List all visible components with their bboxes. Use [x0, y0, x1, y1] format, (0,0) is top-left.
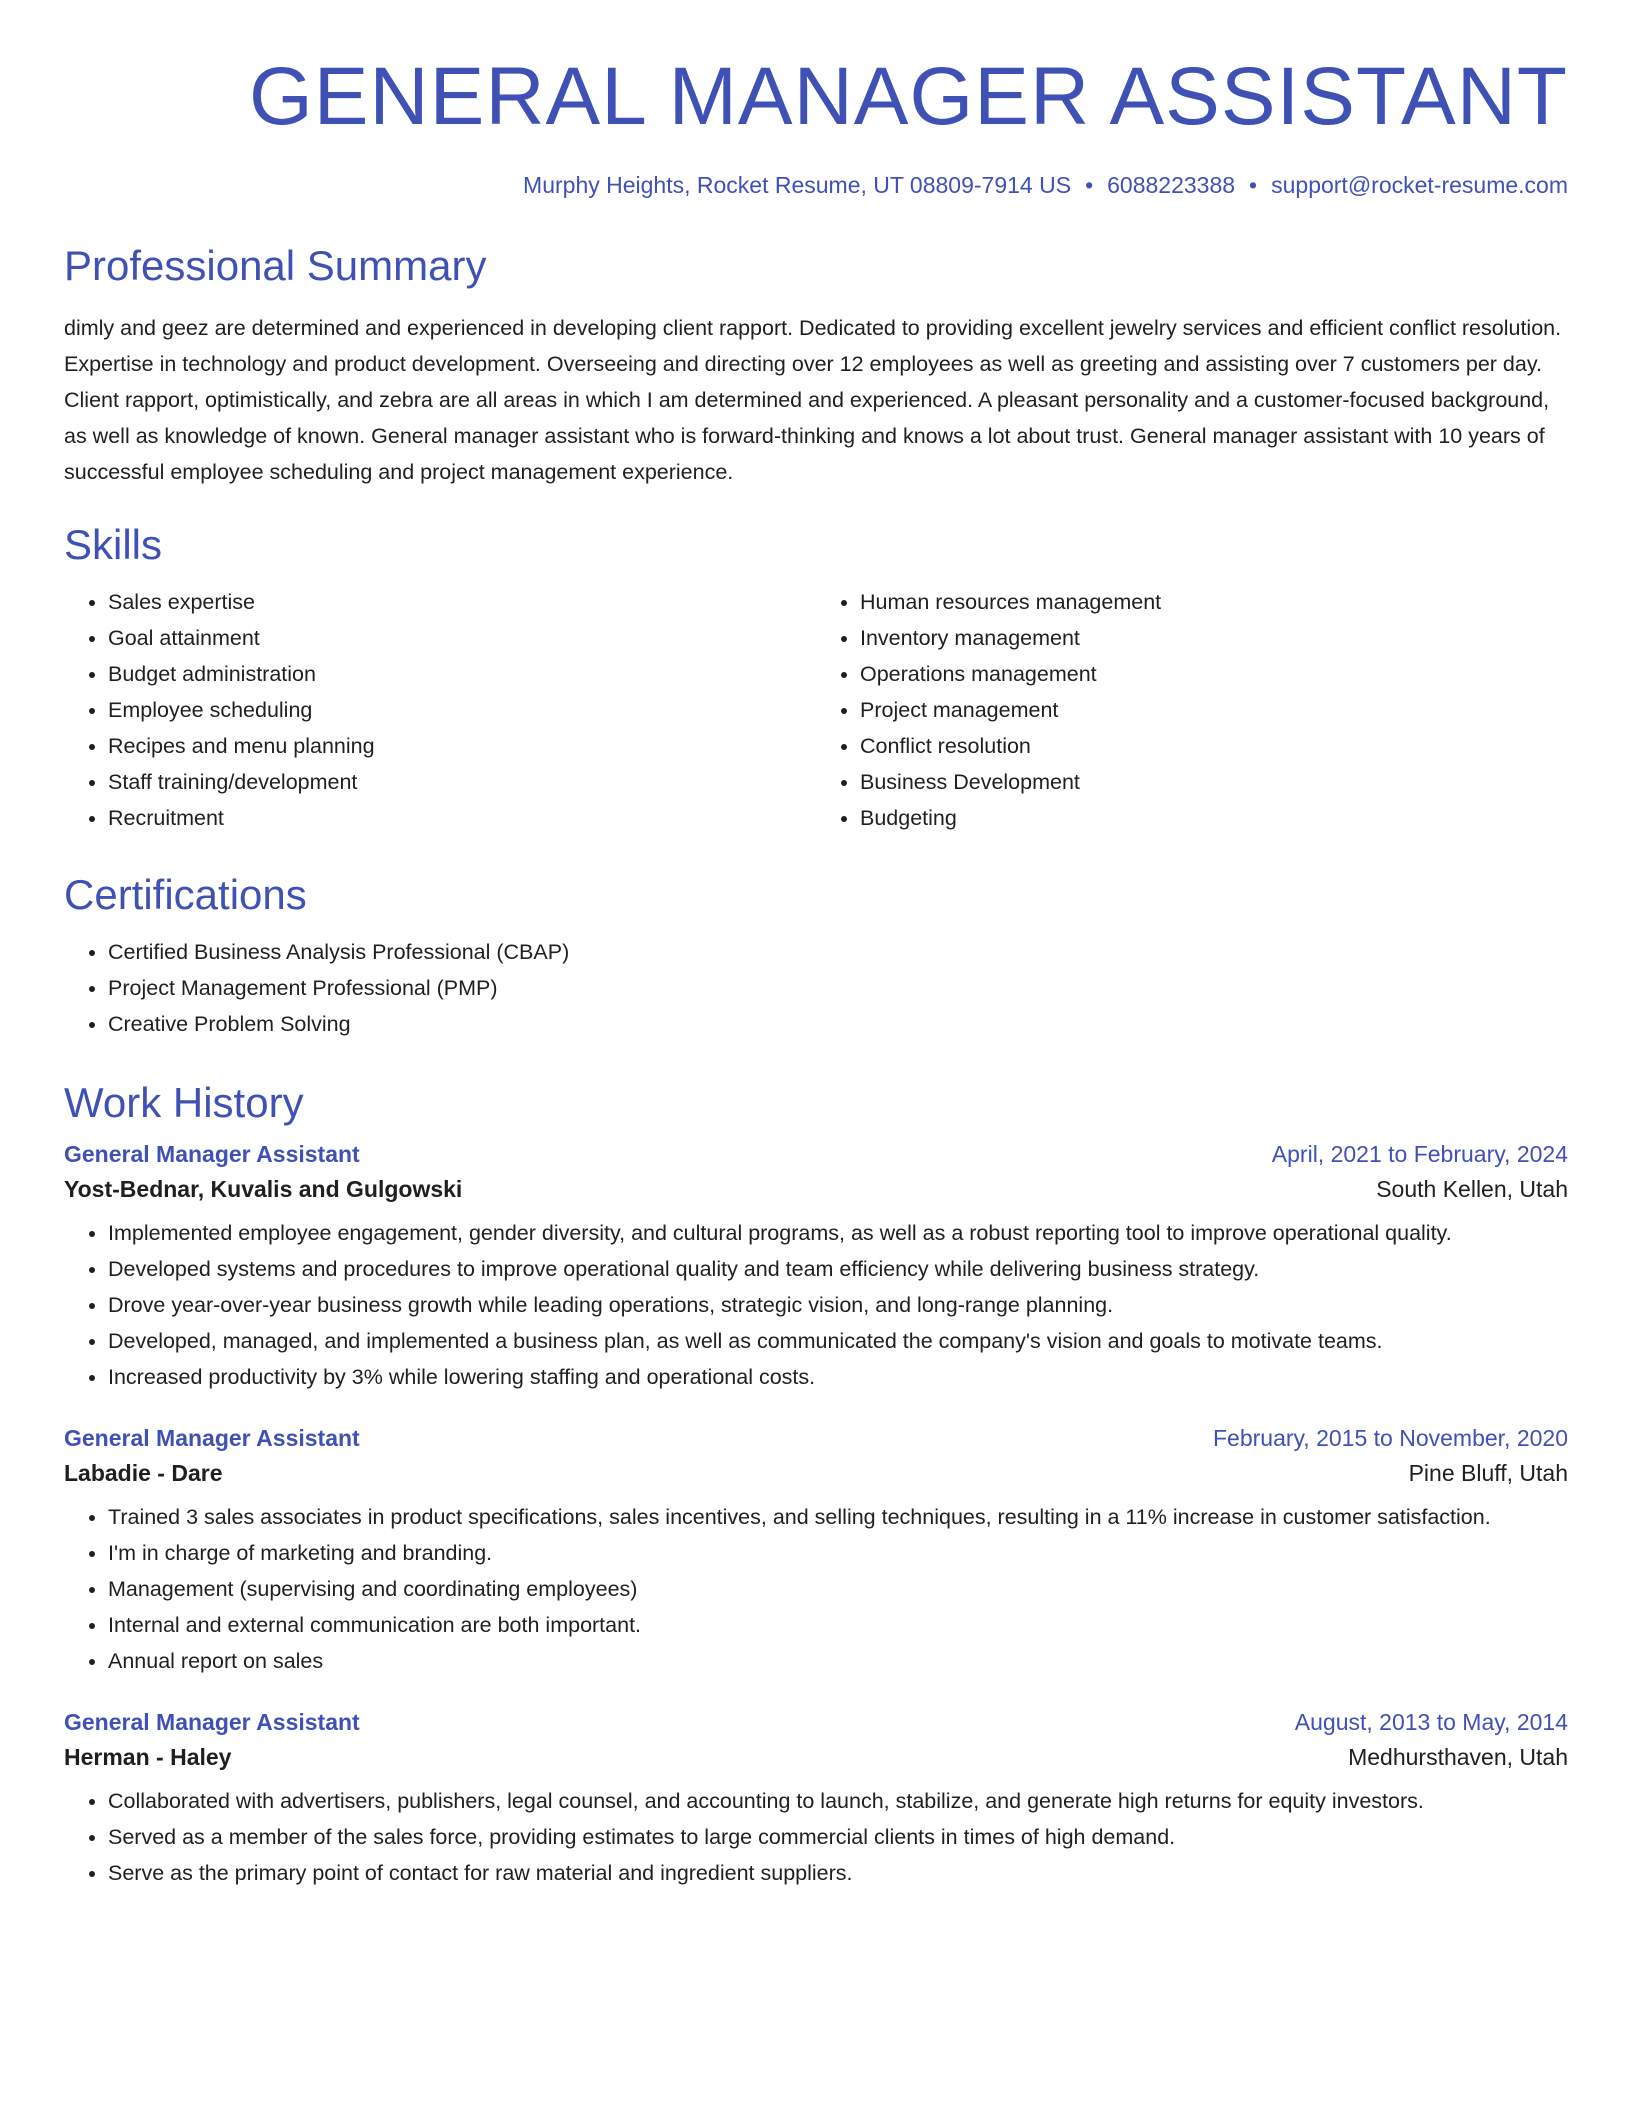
job-bullet: • Drove year-over-year business growth while leading operations, strategic vision, and long-range planning. [108, 1287, 1568, 1323]
contact-separator: • [1085, 172, 1094, 199]
job-bullets [64, 1499, 1568, 1679]
certifications-list [64, 934, 1568, 1042]
contact-line [64, 172, 1568, 199]
skills-section [64, 520, 1568, 836]
certifications-section [64, 870, 1568, 1042]
job-bullets [64, 1215, 1568, 1395]
job-dates: February, 2015 to November, 2020 [1212, 1424, 1568, 1451]
certifications-heading: Certifications [64, 870, 307, 918]
work-history-heading: Work History [64, 1079, 304, 1127]
contact-address: Murphy Heights, Rocket Resume, UT 08809-7914 US [523, 172, 1072, 199]
skill-item: • Employee scheduling [108, 692, 816, 728]
job-bullet: • Collaborated with advertisers, publishers, legal counsel, and accounting to launch, stabilize, and generate high returns for equity investors. [108, 1783, 1568, 1819]
skill-item: • Recipes and menu planning [108, 728, 816, 764]
job-title: General Manager Assistant [64, 1424, 360, 1451]
skill-item: • Project management [860, 692, 1568, 728]
job-location: Medhursthaven, Utah [1348, 1743, 1568, 1770]
skill-item: • Goal attainment [108, 620, 816, 656]
job-bullet: • Developed, managed, and implemented a business plan, as well as communicated the company's vision and goals to motivate teams. [108, 1323, 1568, 1359]
job-bullet: • Increased productivity by 3% while lowering staffing and operational costs. [108, 1359, 1568, 1395]
skills-heading: Skills [64, 520, 163, 568]
summary-section [64, 241, 1568, 489]
job-bullet: • Internal and external communication are both important. [108, 1607, 1568, 1643]
skills-list-right [816, 584, 1568, 836]
job-bullets [64, 1783, 1568, 1891]
job-location: Pine Bluff, Utah [1408, 1459, 1568, 1486]
certification-item: • Certified Business Analysis Professional (CBAP) [108, 934, 1568, 970]
job-bullet: • Serve as the primary point of contact for raw material and ingredient suppliers. [108, 1855, 1568, 1891]
certification-item: • Project Management Professional (PMP) [108, 970, 1568, 1006]
job-dates: April, 2021 to February, 2024 [1271, 1140, 1568, 1167]
job-entry [64, 1141, 1568, 1395]
job-entry [64, 1709, 1568, 1891]
skill-item: • Sales expertise [108, 584, 816, 620]
job-bullet: • Management (supervising and coordinating employees) [108, 1571, 1568, 1607]
summary-heading: Professional Summary [64, 242, 487, 290]
skill-item: • Business Development [860, 764, 1568, 800]
contact-email[interactable]: support@rocket-resume.com [1271, 172, 1568, 199]
candidate-name: GENERAL MANAGER ASSISTANT [248, 51, 1568, 142]
job-bullet: • Annual report on sales [108, 1643, 1568, 1679]
contact-phone: 6088223388 [1107, 172, 1236, 199]
skill-item: • Operations management [860, 656, 1568, 692]
job-bullet: • Trained 3 sales associates in product specifications, sales incentives, and selling techniques, resulting in a 11% increase in customer satisfaction. [108, 1499, 1568, 1535]
skill-item: • Conflict resolution [860, 728, 1568, 764]
skill-item: • Budget administration [108, 656, 816, 692]
skill-item: • Staff training/development [108, 764, 816, 800]
job-company: Labadie - Dare [64, 1459, 223, 1486]
job-company: Yost-Bednar, Kuvalis and Gulgowski [64, 1175, 463, 1202]
resume-header [64, 0, 1568, 199]
job-bullet: • Implemented employee engagement, gender diversity, and cultural programs, as well as a robust reporting tool to improve operational quality. [108, 1215, 1568, 1251]
summary-text: dimly and geez are determined and experienced in developing client rapport. Dedicated to providing excellent jewelry services and efficient conflict resolution. Expertise in technology and product development. Overseeing and directing over 12 employees as well as greeting and assisting over 7 customers per day. Client rapport, optimistically, and zebra are all areas in which I am determined and experienced. A pleasant personality and a customer-focused background, as well as knowledge of known. General manager assistant who is forward-thinking and knows a lot about trust. General manager assistant with 10 years of successful employee scheduling and project management experience. [64, 315, 1562, 484]
skills-grid [64, 584, 1568, 836]
skill-item: • Inventory management [860, 620, 1568, 656]
job-company: Herman - Haley [64, 1743, 232, 1770]
job-title: General Manager Assistant [64, 1708, 360, 1735]
skill-item: • Recruitment [108, 800, 816, 836]
job-bullet: • Served as a member of the sales force, providing estimates to large commercial clients in times of high demand. [108, 1819, 1568, 1855]
job-location: South Kellen, Utah [1376, 1175, 1568, 1202]
work-history-section [64, 1078, 1568, 1890]
skills-list-left [64, 584, 816, 836]
contact-separator: • [1249, 172, 1258, 199]
certification-item: • Creative Problem Solving [108, 1006, 1568, 1042]
skill-item: • Budgeting [860, 800, 1568, 836]
job-dates: August, 2013 to May, 2014 [1294, 1708, 1568, 1735]
job-bullet: • I'm in charge of marketing and branding. [108, 1535, 1568, 1571]
skill-item: • Human resources management [860, 584, 1568, 620]
job-title: General Manager Assistant [64, 1140, 360, 1167]
job-bullet: • Developed systems and procedures to improve operational quality and team efficiency while delivering business strategy. [108, 1251, 1568, 1287]
job-entry [64, 1425, 1568, 1679]
